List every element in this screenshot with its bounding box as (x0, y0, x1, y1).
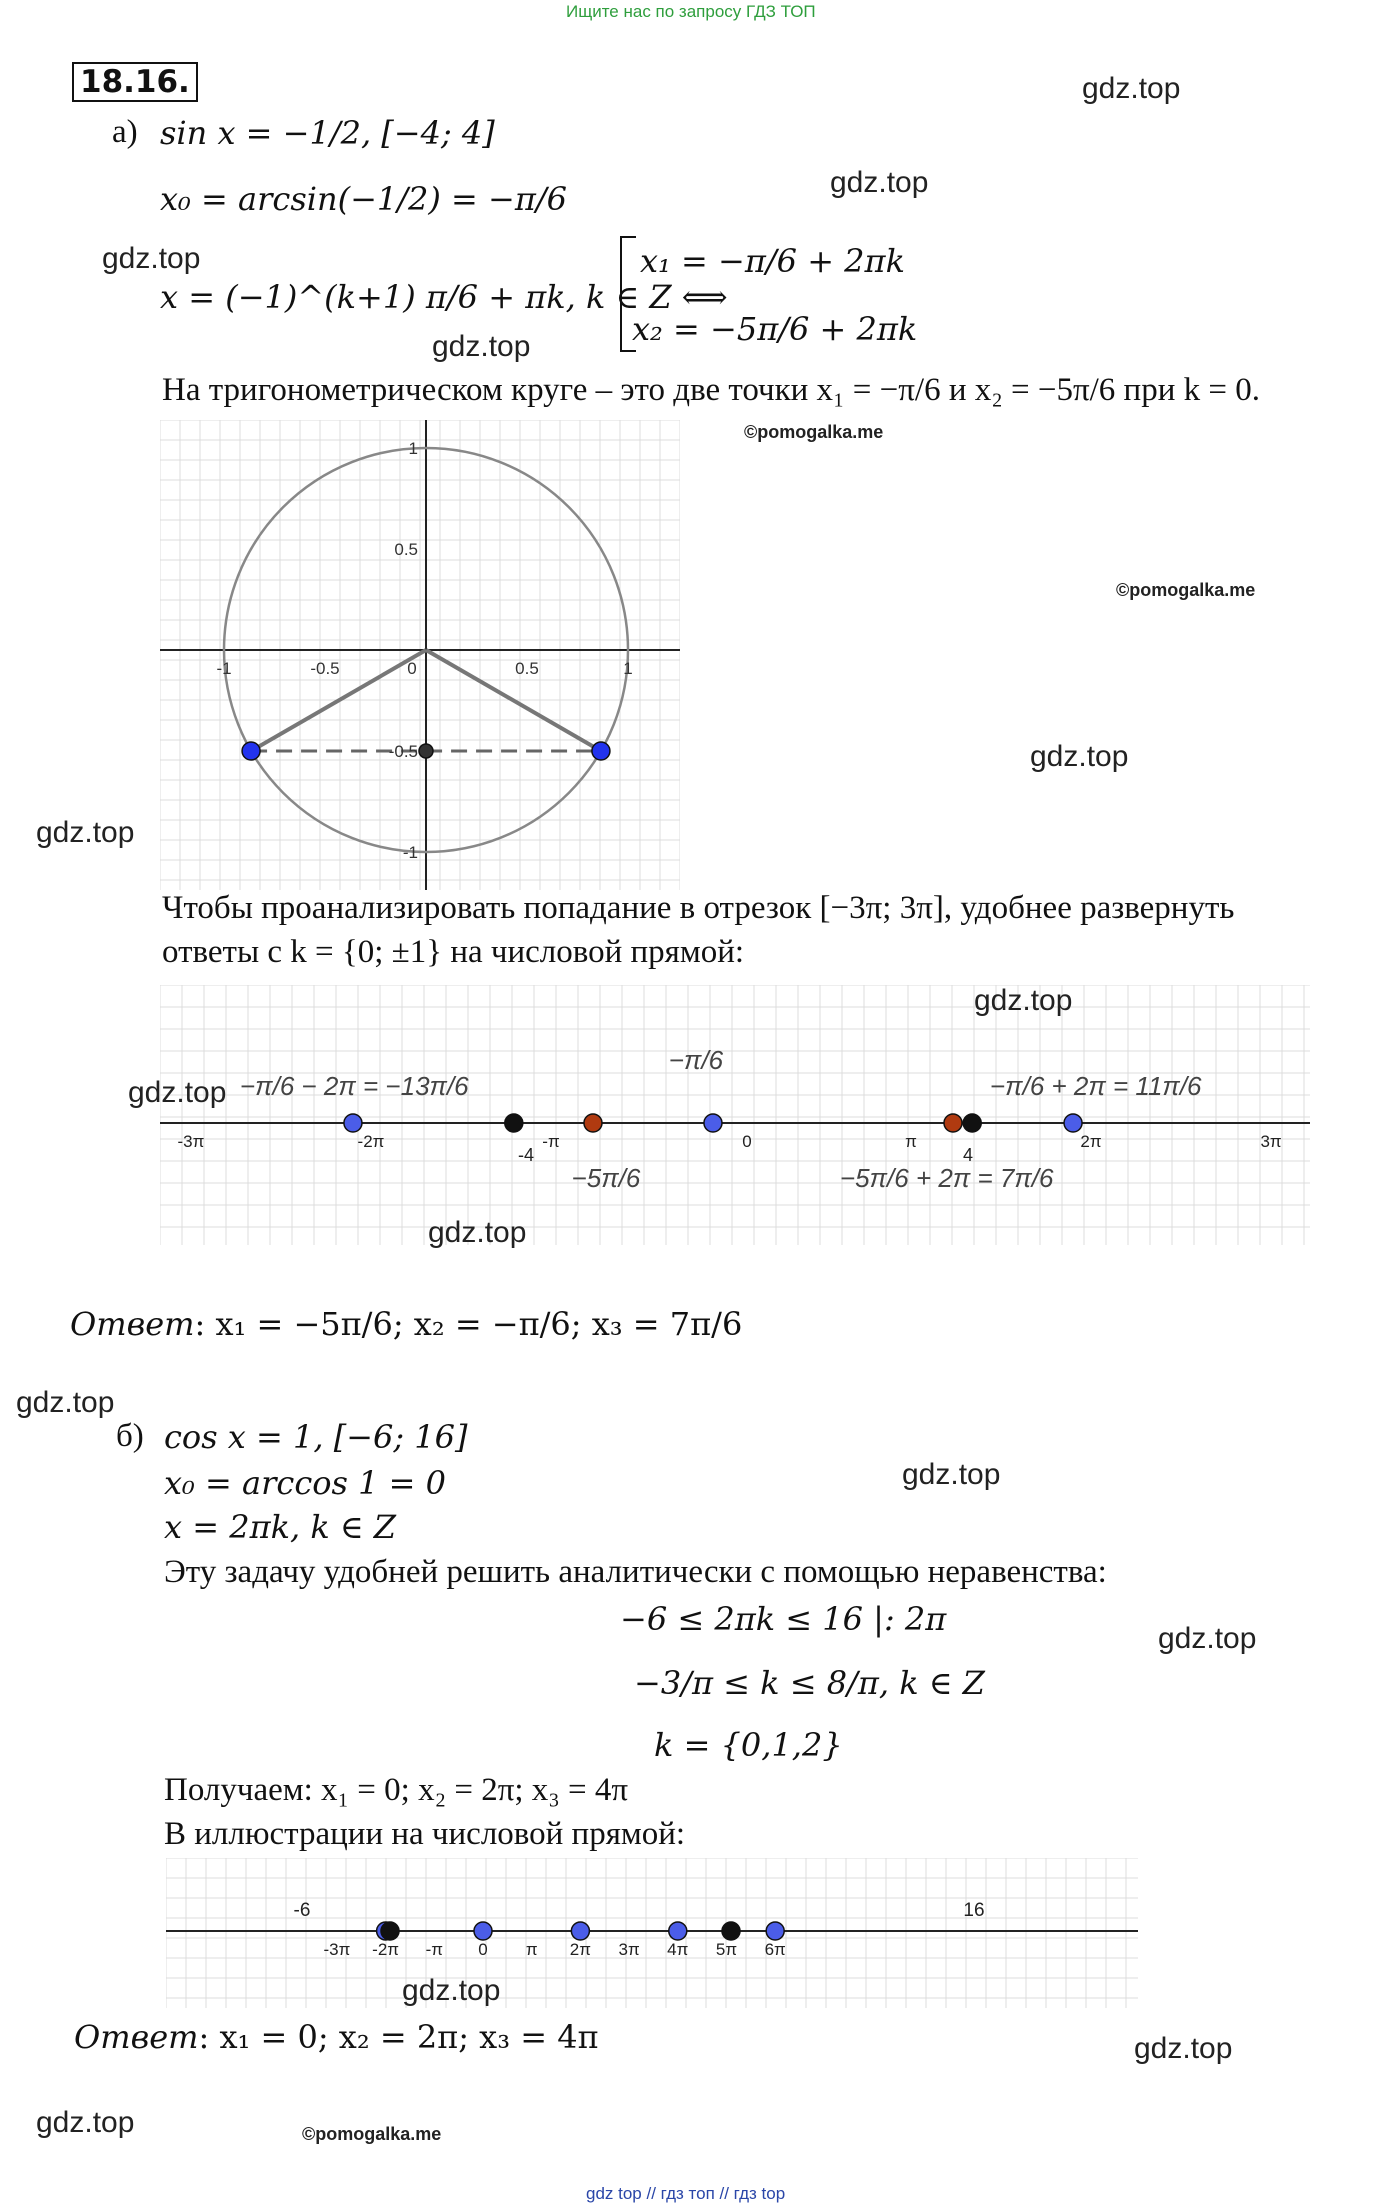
number-line-b-grid (166, 1858, 1138, 2008)
part-b-text2: Получаем: x₁ = 0; x₂ = 2π; x₃ = 4π (164, 1772, 629, 1808)
answer-b (74, 2018, 599, 2056)
part-a-eq2: x₀ = arcsin(−1/2) = −π/6 (160, 180, 568, 218)
circle-tick-x: 0.5 (515, 659, 539, 678)
answer-b-label: Ответ (74, 2018, 199, 2056)
nl-a-tick-label: 0 (742, 1132, 752, 1151)
watermark: gdz.top (432, 330, 531, 363)
circle-tick-y: -0.5 (388, 742, 418, 761)
nl-b-tick-label: -3π (323, 1940, 351, 1959)
part-b-ineq3: k = {0,1,2} (654, 1726, 843, 1764)
nl-a-label-13pi6: −π/6 − 2π = −13π/6 (240, 1071, 469, 1101)
copyright-mark: ©pomogalka.me (302, 2124, 442, 2144)
footer: gdz top // гдз топ // гдз top (586, 2184, 786, 2203)
nl-a-tick-label: -2π (357, 1132, 385, 1151)
part-a-sys2: x₂ = −5π/6 + 2πk (632, 310, 918, 348)
nl-b-tick-label: 0 (478, 1940, 488, 1959)
watermark: gdz.top (1134, 2032, 1233, 2065)
part-a-eq1: sin x = −1/2, [−4; 4] (160, 114, 495, 152)
nl-b-tick-label: π (525, 1940, 538, 1959)
watermark: gdz.top (974, 984, 1073, 1017)
nl-a-label-11pi6: −π/6 + 2π = 11π/6 (990, 1071, 1202, 1101)
nl-b-tick-label: 2π (569, 1940, 591, 1959)
watermark: gdz.top (1158, 1622, 1257, 1655)
part-b-eq1: cos x = 1, [−6; 16] (164, 1418, 468, 1456)
nl-b-label-16: 16 (963, 1900, 985, 1921)
nl-b-tick-label: 3π (618, 1940, 640, 1959)
nl-a-point (963, 1114, 981, 1132)
nl-b-tick-label: 5π (715, 1940, 738, 1959)
nl-a-point (704, 1114, 722, 1132)
watermark: gdz.top (36, 816, 135, 849)
answer-b-value: : x₁ = 0; x₂ = 2π; x₃ = 4π (198, 2018, 599, 2056)
watermark: gdz.top (402, 1974, 501, 2007)
nl-b-tick-label: 6π (764, 1940, 786, 1959)
circle-point (592, 742, 610, 760)
part-a-label: а) (112, 114, 138, 150)
part-b-label: б) (116, 1418, 144, 1454)
watermark: gdz.top (16, 1386, 115, 1419)
nl-a-point (344, 1114, 362, 1132)
number-line-a-grid (160, 985, 1310, 1245)
circle-point (242, 742, 260, 760)
circle-point (419, 744, 433, 758)
watermark: gdz.top (102, 242, 201, 275)
watermark: gdz.top (830, 166, 929, 199)
circle-tick-y: 0.5 (394, 540, 418, 559)
copyright-mark: ©pomogalka.me (744, 422, 884, 442)
answer-a (70, 1305, 742, 1343)
nl-a-point (505, 1114, 523, 1132)
part-b-ineq1: −6 ≤ 2πk ≤ 16 |: 2π (620, 1600, 947, 1638)
nl-b-point (571, 1922, 589, 1940)
number-line-a-ticks (178, 1132, 1282, 1151)
watermark: gdz.top (428, 1216, 527, 1249)
circle-tick-y: -1 (402, 843, 418, 862)
part-a-sys1: x₁ = −π/6 + 2πk (640, 242, 905, 280)
part-b-text3: В иллюстрации на числовой прямой: (164, 1816, 686, 1852)
nl-b-label-minus6: -6 (293, 1900, 311, 1921)
nl-a-point (584, 1114, 602, 1132)
number-line-a (160, 985, 1310, 1245)
circle-tick-x: 0 (407, 659, 417, 678)
number-line-b-ticks (323, 1940, 785, 1959)
nl-a-label-5pi6: −5π/6 (571, 1163, 641, 1193)
part-b-eq2: x₀ = arccos 1 = 0 (164, 1464, 446, 1502)
nl-b-point (766, 1922, 784, 1940)
watermark: gdz.top (1030, 740, 1129, 773)
part-a-text2: Чтобы проанализировать попадание в отрезок [−3π; 3π], удобнее развернуть (162, 890, 1235, 926)
part-b-ineq2: −3/π ≤ k ≤ 8/π, k ∈ Z (634, 1664, 985, 1702)
nl-a-label-4: 4 (962, 1145, 974, 1165)
nl-a-label-7pi6: −5π/6 + 2π = 7π/6 (840, 1163, 1054, 1193)
watermark: gdz.top (36, 2106, 135, 2139)
answer-a-value: : x₁ = −5π/6; x₂ = −π/6; x₃ = 7π/6 (194, 1305, 743, 1343)
nl-a-tick-label: -3π (177, 1132, 205, 1151)
answer-a-label: Ответ (70, 1305, 195, 1343)
part-b-text1: Эту задачу удобней решить аналитически с помощью неравенства: (164, 1554, 1107, 1590)
watermark: gdz.top (128, 1076, 227, 1109)
watermark: gdz.top (902, 1458, 1001, 1491)
nl-a-label-pi6: −π/6 (668, 1045, 724, 1075)
problem-number: 18.16. (72, 62, 198, 102)
nl-a-label-minus4: -4 (517, 1145, 535, 1165)
nl-a-tick-label: -π (542, 1132, 560, 1151)
nl-b-point (669, 1922, 687, 1940)
circle-tick-x: 1 (623, 659, 633, 678)
trig-circle-chart (160, 420, 680, 890)
nl-b-point (381, 1922, 399, 1940)
nl-a-tick-label: π (905, 1132, 917, 1151)
copyright-mark: ©pomogalka.me (1116, 580, 1256, 600)
watermark: gdz.top (1082, 72, 1181, 105)
number-line-b (166, 1858, 1138, 2008)
nl-b-tick-label: -π (425, 1940, 444, 1959)
part-a-text1: На тригонометрическом круге – это две точки x₁ = −π/6 и x₂ = −5π/6 при k = 0. (162, 372, 1260, 408)
nl-b-tick-label: -2π (372, 1940, 400, 1959)
circle-tick-y: 1 (408, 439, 418, 458)
nl-a-point (1064, 1114, 1082, 1132)
nl-b-point (722, 1922, 740, 1940)
part-b-eq3: x = 2πk, k ∈ Z (164, 1508, 396, 1546)
nl-b-point (474, 1922, 492, 1940)
nl-a-tick-label: 2π (1080, 1132, 1102, 1151)
part-a-text3: ответы с k = {0; ±1} на числовой прямой: (162, 934, 745, 970)
header-note: Ищите нас по запросу ГДЗ ТОП (566, 2, 816, 21)
nl-a-tick-label: 3π (1260, 1132, 1282, 1151)
nl-a-point (944, 1114, 962, 1132)
part-a-eq3: x = (−1)^(k+1) π/6 + πk, k ∈ Z ⟺ (160, 278, 728, 316)
nl-b-tick-label: 4π (667, 1940, 689, 1959)
circle-tick-x: -1 (216, 659, 232, 678)
circle-tick-x: -0.5 (310, 659, 340, 678)
